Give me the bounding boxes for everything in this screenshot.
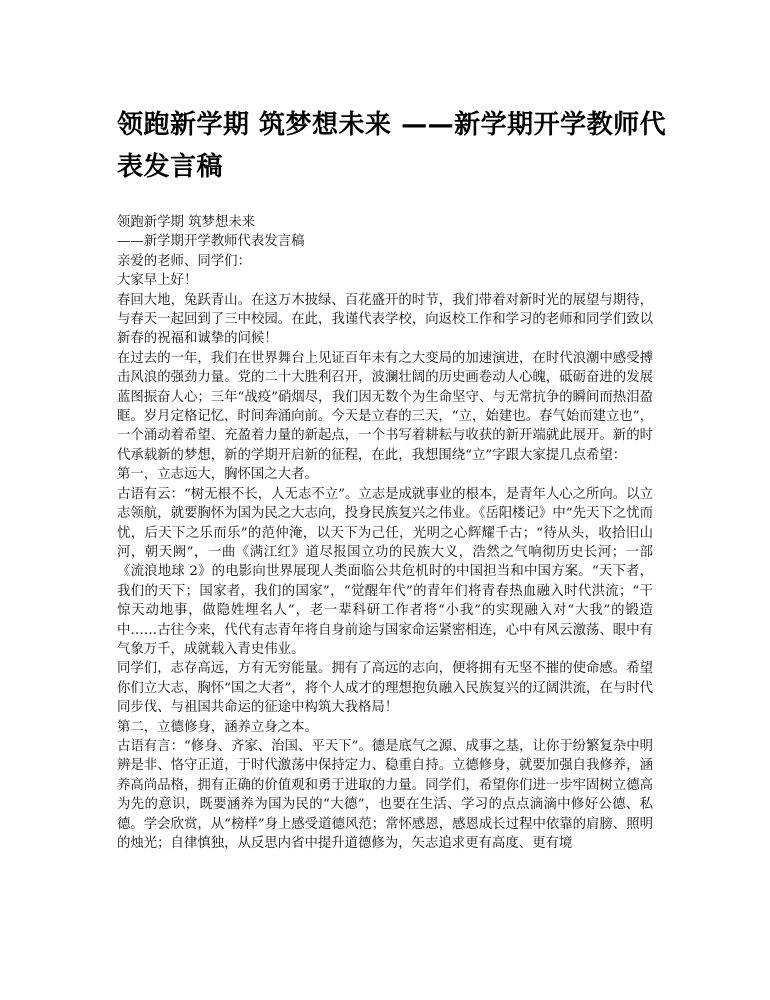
section-heading: 第一，立志远大，胸怀国之大者。 bbox=[117, 467, 318, 483]
body-line: 大家早上好！ bbox=[117, 273, 198, 289]
body-paragraph: 古语有言：“修身、齐家、治国、平天下”。德是底气之源、成事之基，让你于纷繁复杂中明辨是非、恪守正道，于时代激荡中保持定力、稳重自持。立德修身，就要加强自我修养，涵养高尚品格，拥有正确的价值观和勇于进取的力量。同学们，希望你们进一步牢固树立德高为先的意识，既要涵养为国为民的“大德”，也要在生活、学习的点点滴滴中修好公德、私德。学会欣赏，从“榜样”身上感受道德风范；常怀感恩，感恩成长过程中依靠的肩膀、照明的烛光；自律慎独，从反思内省中提升道德修为，矢志追求更有高度、更有境 bbox=[117, 738, 653, 851]
document-body bbox=[117, 213, 653, 853]
body-paragraph: 在过去的一年，我们在世界舞台上见证百年未有之大变局的加速演进，在时代浪潮中感受搏击风浪的强劲力量。党的二十大胜利召开，波澜壮阔的历史画卷动人心魄，砥砺奋进的发展蓝图振奋人心；三年“战疫”硝烟尽，我们因无数个为生命坚守、与无常抗争的瞬间而热泪盈眶。岁月定格记忆，时间奔涌向前。今天是立春的三天，“立，始建也。春气始而建立也”，一个涌动着希望、充盈着力量的新起点，一个书写着耕耘与收获的新开端就此展开。新的时代承载新的梦想，新的学期开启新的征程，在此，我想围绕“立”字跟大家提几点希望： bbox=[117, 350, 653, 463]
body-paragraph: 同学们，志存高远，方有无穷能量。拥有了高远的志向，便将拥有无坚不摧的使命感。希望你们立大志，胸怀“国之大者”，将个人成才的理想抱负融入民族复兴的辽阔洪流，在与时代同步伐、与祖国共命运的征途中构筑大我格局！ bbox=[117, 661, 653, 716]
body-line: 领跑新学期 筑梦想未来 bbox=[117, 215, 256, 230]
body-line: ——新学期开学教师代表发言稿 bbox=[117, 234, 305, 250]
body-line: 亲爱的老师、同学们： bbox=[117, 253, 251, 269]
section-heading: 第二，立德修身，涵养立身之本。 bbox=[117, 719, 318, 735]
body-paragraph: 古语有云：“树无根不长，人无志不立”。立志是成就事业的根本，是青年人心之所向。以立志领航，就要胸怀为国为民之大志向，投身民族复兴之伟业。《岳阳楼记》中“先天下之忧而忧，后天下之乐而乐”的范仲淹，以天下为己任，光明之心辉耀千古；“待从头，收拾旧山河，朝天阙”，一曲《满江红》道尽报国立功的民族大义，浩然之气响彻历史长河；一部《流浪地球 2》的电影向世界展现人类面临公共危机时的中国担当和中国方案。“天下者，我们的天下；国家者，我们的国家”，“觉醒年代”的青年们将青春热血融入时代洪流；“干惊天动地事，做隐姓埋名人”，老一辈科研工作者将“小我”的实现融入对“大我”的锻造中……古往今来，代代有志青年将自身前途与国家命运紧密相连，心中有风云激荡、眼中有气象万千，成就载入青史伟业。 bbox=[117, 486, 653, 657]
document-title: 领跑新学期 筑梦想未来 ——新学期开学教师代表发言稿 bbox=[117, 110, 667, 182]
body-paragraph: 春回大地，兔跃青山。在这万木披绿、百花盛开的时节，我们带着对新时光的展望与期待，与春天一起回到了三中校园。在此，我谨代表学校，向返校工作和学习的老师和同学们致以新春的祝福和诚挚的问候！ bbox=[117, 292, 653, 347]
